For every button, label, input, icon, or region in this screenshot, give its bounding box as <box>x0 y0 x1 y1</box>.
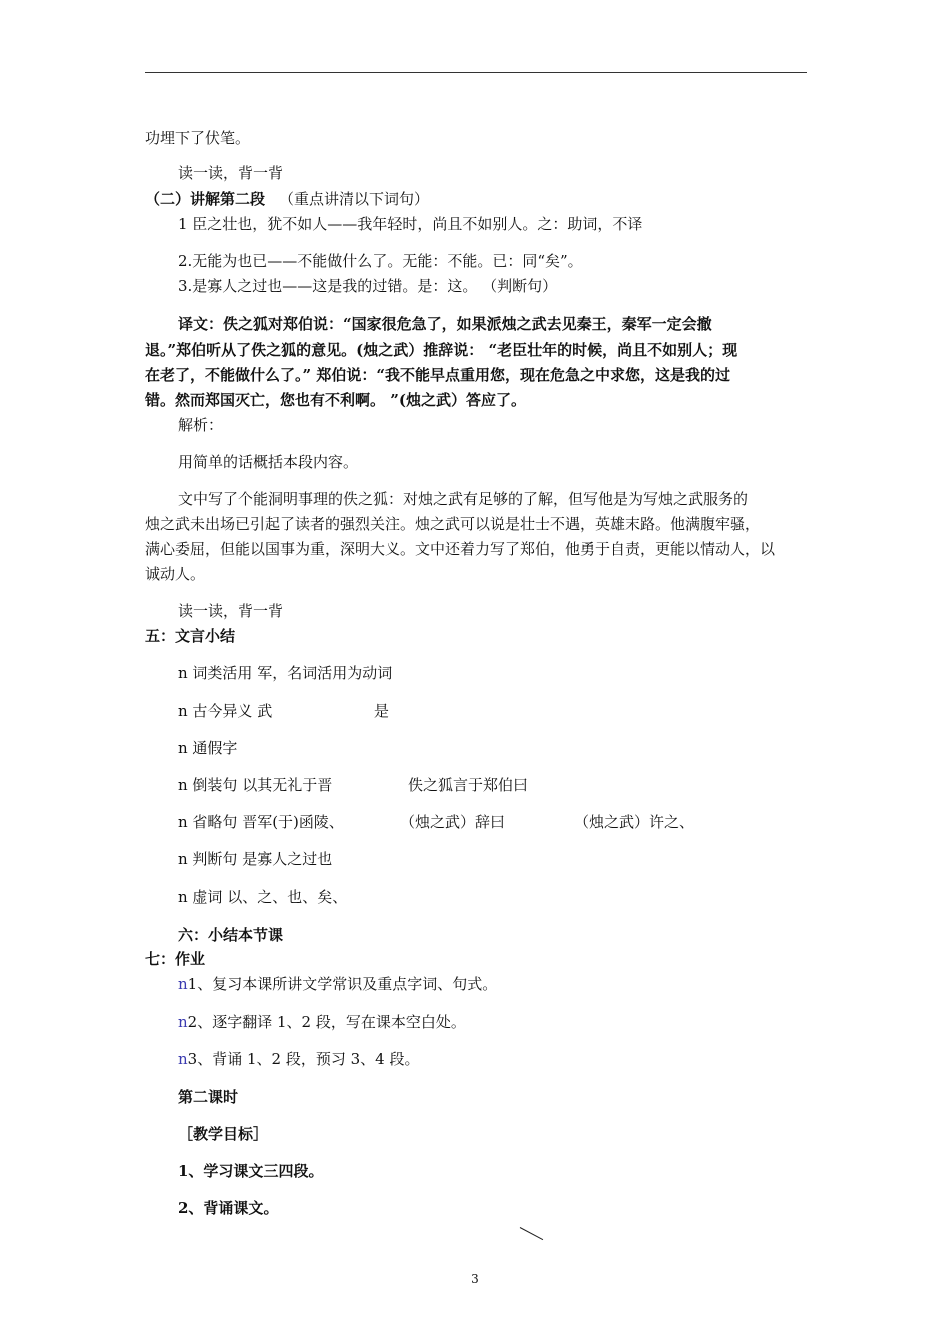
paragraph-line: 文中写了个能洞明事理的佚之狐：对烛之武有足够的了解，但写他是为写烛之武服务的 <box>178 490 749 508</box>
homework-text: 1、复习本课所讲文学常识及重点字词、句式。 <box>187 975 498 993</box>
summary-item-extra: 佚之狐言于郑伯曰 <box>408 776 529 794</box>
summary-item <box>178 775 529 795</box>
text-line: 2.无能为也已——不能做什么了。无能：不能。已：同“矣”。 <box>178 252 583 270</box>
homework-item <box>178 974 497 994</box>
text-line: 3.是寡人之过也——这是我的过错。是：这。 （判断句） <box>178 277 558 295</box>
summary-item-extra: （烛之武）许之、 <box>574 813 695 831</box>
summary-item-label: n 省略句 晋军(于)函陵、 <box>178 813 344 831</box>
summary-item: n 虚词 以、之、也、矣、 <box>178 888 348 906</box>
text-line: 读一读，背一背 <box>178 164 284 182</box>
summary-item: n 判断句 是寡人之过也 <box>178 850 333 868</box>
stray-mark <box>520 1227 543 1240</box>
summary-item-label: n 古今异义 武 <box>178 702 273 720</box>
translation-line: 在老了，不能做什么了。” 郑伯说：“我不能早点重用您，现在危急之中求您，这是我的过 <box>145 366 730 384</box>
section-heading <box>145 189 429 209</box>
section-heading-note: （重点讲清以下词句） <box>279 190 430 208</box>
homework-marker: n <box>178 1013 188 1031</box>
header-rule <box>145 72 807 73</box>
summary-item-label: n 倒装句 以其无礼于晋 <box>178 776 333 794</box>
homework-item <box>178 1012 466 1032</box>
objective-item: 1、学习课文三四段。 <box>178 1162 324 1180</box>
paragraph-line: 烛之武未出场已引起了读者的强烈关注。烛之武可以说是壮士不遇，英雄末路。他满腹牢骚， <box>145 515 761 533</box>
objectives-heading: ［教学目标］ <box>178 1125 269 1143</box>
summary-item: n 通假字 <box>178 739 238 757</box>
summary-item <box>178 701 390 721</box>
lesson-heading: 第二课时 <box>178 1088 239 1106</box>
text-line: 用简单的话概括本段内容。 <box>178 453 359 471</box>
paragraph-line: 诚动人。 <box>145 565 206 583</box>
summary-item-extra: 是 <box>374 702 390 720</box>
translation-line: 错。然而郑国灭亡，您也有不利啊。 ”(烛之武）答应了。 <box>145 391 526 409</box>
objective-item: 2、背诵课文。 <box>178 1199 279 1217</box>
section-heading: 六：小结本节课 <box>178 926 284 944</box>
text-line: 读一读，背一背 <box>178 602 284 620</box>
translation-line: 退。”郑伯听从了佚之狐的意见。(烛之武）推辞说： “老臣壮年的时候，尚且不如别人；现 <box>145 341 738 359</box>
section-heading: 五：文言小结 <box>145 627 236 645</box>
homework-marker: n <box>178 1050 188 1068</box>
homework-text: 2、逐字翻译 1、2 段，写在课本空白处。 <box>187 1013 466 1031</box>
text-line: 1 臣之壮也，犹不如人——我年轻时，尚且不如别人。之：助词，不译 <box>178 215 643 233</box>
section-heading: 七：作业 <box>145 950 206 968</box>
homework-text: 3、背诵 1、2 段，预习 3、4 段。 <box>187 1050 420 1068</box>
summary-item-extra: （烛之武）辞曰 <box>400 813 506 831</box>
summary-item: n 词类活用 军，名词活用为动词 <box>178 664 393 682</box>
summary-item <box>178 812 695 832</box>
text-line: 解析： <box>178 416 224 434</box>
page-number: 3 <box>471 1272 479 1286</box>
section-heading-label: （二）讲解第二段 <box>145 190 266 208</box>
text-line: 功埋下了伏笔。 <box>145 129 251 147</box>
translation-line: 译文：佚之狐对郑伯说：“国家很危急了，如果派烛之武去见秦王，秦军一定会撤 <box>178 315 712 333</box>
paragraph-line: 满心委屈，但能以国事为重，深明大义。文中还着力写了郑伯，他勇于自责，更能以情动人，以 <box>145 540 776 558</box>
homework-marker: n <box>178 975 188 993</box>
homework-item <box>178 1049 419 1069</box>
